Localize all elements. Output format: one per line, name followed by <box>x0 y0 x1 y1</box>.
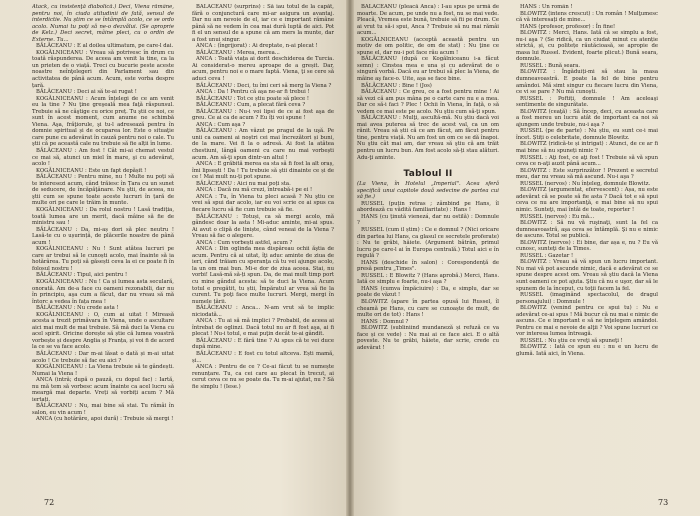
dialogue-line: BĂLĂCEANU : Aici nu mai poți sta. <box>196 180 291 187</box>
dialogue-line: BLOWITZ : Iată ce spun eu : nu e un lucru de glumă. Iată aici, în Viena. <box>516 344 658 357</box>
dialogue-line: BĂLĂCEANU (pleacă Anca) : I-au spus pe urmă de moarte. De acum, pe unde nu a fost, nu se mai vede. Pleacă, Vremea este bună, trebuie să fii pe drum. Ce ai vrut tu să-i spui, Anca ? Trebuie să nu mai rămâi acum... <box>357 4 499 37</box>
dialogue-line: RUSSEL : Bună seara. <box>520 62 581 69</box>
dialogue-line: ANCA : Tu, în Viena tu pleci acasă ? Nu ştiu ce vrei să spui dar acolo, iar eu voi scrie ce ai spus ca fiecare lucru să fie cum trebuie să fie. <box>192 193 334 213</box>
book-gutter <box>346 0 354 516</box>
dialogue-line: HANS (cumva împăciuire) : Da, e simplu, dar se poate de văzut ! <box>357 285 499 299</box>
dialogue-line: BLOWITZ : Este surprinzător ! Prezent e secretul meu, dar nu vreau să mă ascund. Nu-i aşa ? <box>516 167 658 181</box>
dialogue-line: KOGĂLNICEANU : Este un fapt depășit ! <box>36 167 147 174</box>
dialogue-line: ANCA : Toată viața ai dorit deschiderea de Turcia. Ai considerat-o mereu aproape de a greșit. Dar, acum, pentru noi e o mare faptă. Viena, ţi se cere să aduci ceva ! <box>192 56 334 83</box>
dialogue-line: BLOWITZ (ridică-te și intrigat) : Atunci, de ce ar fi mai bine să nu spuneți nimic ? <box>516 141 658 155</box>
dialogue-line: BLOWITZ (ceaţă) : Să încep, deci, cu aceasta care a fost mereu un lucru atât de important ca noi să ajungem unde trebuie, nu-i aşa ? <box>516 108 658 128</box>
dialogue-line: KOGĂLNICEANU : O, cum ai uitat ! Mireasă acesta a trezit primăvara în Viena, unde o ascultare aici mai mult de mai trebuie. Să mă duci la Viena cu acel spirit. Oricine dorește să știe că lumea voastră vorbește și despre Anglia și Franța, și voi fi de acord la ce se va face acolo. <box>32 311 174 351</box>
dialogue-line: BĂLĂCEANU : Pentru mine, nu ! Multe nu poți să te interesezi acum, când trăiesc în Țara cu un sunet de seducere, de încăpăţânare. Nu ştii, de aceea, nu ştii cum se spune toate aceste lucruri în țară de multe ori pe care le trăim în munte. <box>32 174 174 207</box>
dialogue-line: BĂLĂCEANU : Nu crede asta ! <box>36 305 119 312</box>
stage-direction: Atack, cu insistenţă diabolică.) Deci, Viena rămâne, pentru noi, în ciuda atitudinii de fată, sensul de interdictie. Nu știm ce se întâmplă acolo, ce se ordo acolo. Numai tu poți să ne-o dezvălui. (Se aproprie de Kelz.) Deci secret, mâine pleci, cu o ordin de Externe. Tu... <box>32 4 174 43</box>
dialogue-line: KOGĂLNICEANU : La Viena trebuie să te gândești. Numai la Viena ! <box>32 364 174 377</box>
dialogue-line: HANS : Un român ! <box>520 4 573 10</box>
dialogue-line: BLOWITZ : Îngăduiți-mi să stau la masa dumneavoastră. E poate la fel de bine pentru amândoi. Mă simt singur cu fiecare lucru din Viena, ce vi se pare ? Nu mă cunoști. <box>516 69 658 96</box>
scene-title: Tabloul II <box>403 169 453 180</box>
dialogue-line: ANCA (cu hotărâre, apoi dură) : Trebuie să mergi ! <box>36 416 174 423</box>
dialogue-line: BĂLĂCEANU : Ce greu, ce a fost pentru mine ! Ai să vezi că am pus mâna pe o carte care nu e a mea. Dar ce să-i faci ? Plec ! Ochii în Viena, în față, o să vedem ce mai este pe acolo. Nu ştiu cum să-ţi spun. <box>357 89 499 115</box>
dialogue-line: KOGĂLNICEANU : Vreau să potrivesc în drum cu toată răspunderea. De aceea am venit la tine, ca la un prieten de o viață. Treci cu bucurie peste aceste noastre neînţelegeri din Parlament sau din activitatea de până acum. Acum, este vorba despre țară. <box>32 49 174 89</box>
dialogue-line: HANS (profesor, profesor) : În fine! <box>520 23 616 30</box>
dialogue-line: ANCA : Cum vorbești astfel, acum ? <box>196 239 293 246</box>
dialogue-line: BĂLĂCEANU : E fost cu totul altceva. Ești mamă, și... <box>192 350 334 364</box>
dialogue-line: BLOWITZ (nervos) : Ei bine, dar așa e, nu ? Eu vă cunosc, sunteţi de la Times. <box>516 239 658 253</box>
dialogue-line: RUSSEL (pe de parte) : Nu știu, eu sunt ce-i mai încet. Știți o celebritate, domnule Blowitz. <box>516 128 658 141</box>
dialogue-line: BĂLĂCEANU : Bine ! (Jos) <box>361 82 432 89</box>
left-page-column-1 <box>32 4 174 496</box>
dialogue-line: BLOWITZ (apare în partea opusă lui Russel, îl cheamă pe Hans, cu care se cunoaște de mult, de multe ori de tot) : Hans ! <box>357 298 499 319</box>
right-page-number: 73 <box>658 498 669 507</box>
dialogue-line: BLOWITZ (intens crescut) : Un român ! Mulţumesc că vă interesați de mine... <box>516 10 658 24</box>
dialogue-line: ANCA : E grăbită merea ea sta să fi fost la alt oraș, îmi lipsești ! Da ! Tu trebuie să ştii dinainte ce și de ce ! Mai mult nu-ți pot spune. <box>192 161 334 181</box>
dialogue-line: KOGĂLNICEANU : Da rolul nostru ! Lasă tradiția, toată lumea are un merit, dacă mâine să fie de ministru sau ! <box>32 206 174 227</box>
dialogue-line: BĂLĂCEANU (surprins) : Să iau totul de la capăt, fără o conjunctură care mi-ar asigura un avantaj. Dar nu am nevoie de el, iar ce e important rămâne până să ne vedem în cea mai dură luptă de aici. Pot fi el un sensul de a spune că am mers la munte, dar a fost unui singur. <box>192 4 334 43</box>
dialogue-line: BĂLĂCEANU : Mulţi, ascultă-mă. Nu ştiu dacă voi mai avea puterea să trec de acest val, ca un om rănit. Vreau să știi că ce am făcut, am făcut pentru tine, pentru viață. Nu am fost un om ce se dă înapoi. Nu ştiu cât mai am, dar vreau să ştiu că am trăit pentru un lucru bun. Am fost acolo să-ți stau alături. Adu-ţi aminte. <box>357 115 499 161</box>
dialogue-line: BĂLĂCEANU : Cum, a plecat fără ceva ? <box>196 102 306 109</box>
dialogue-line: BĂLĂCEANU : Nu, mai bine să stai. Tu rămâi în salon, eu vin acum ! <box>32 403 174 416</box>
dialogue-line: RUSSEL (imaginând spectacolul, de dragul personajului) : Domnule ! <box>516 292 658 305</box>
dialogue-line: BĂLĂCEANU : Deci, tu îmi ceri să merg la Viena ? <box>196 82 332 89</box>
dialogue-line: KOGĂLNICEANU (acceptă această pentru un motiv de om politic, de om de stat) : Nu ţine ce spune el, dar nu-i pot face rău acum ! <box>357 36 499 56</box>
dialogue-line: BĂLĂCEANU : Nu-i voi lipsi de ce ai fost aşa de greu. Ce ai ca de acum ? Eu îți voi spune ! <box>192 108 334 122</box>
dialogue-line: BĂLĂCEANU : Merea, merea... <box>196 49 280 56</box>
dialogue-line: HANS : Domnul ? <box>361 318 409 325</box>
dialogue-line: RUSSEL : Poftiți, domnule ! Am aceleaşi sentimente de singurătate. <box>516 95 658 109</box>
right-page <box>350 0 700 516</box>
left-page-column-2 <box>192 4 334 496</box>
dialogue-line: ANCA : (îngrijorat) : Ai dreptate, n-ai plecat ! <box>196 43 318 50</box>
dialogue-line: BLOWITZ : Vreau să vă spun un lucru important. Nu mai vă pot ascunde nimic, dacă e adevărat ce se spune despre acest om. Vreau să ştiu dacă la Viena sunt oameni ce pot ajuta. Ştiu că nu e uşor, dar să le spunem de la început, cu toţii facem la fel. <box>516 259 658 292</box>
dialogue-line: ANCA : Din oglinda mea dispăreau ochii ăştia de acum. Pentru că ai uitat, îţi aduc aminte de ziua de ieri, când trăiam cu speranţa că tu vei ajunge acolo, la un om mai bun. Mi-e dor de ziua aceea. Stai, nu vorbi! Lasă-mă să-ți spun. Da, de mai mult timp port cu mine gândul acesta: să te duci la Viena. Acum totul e pregătit, tu știi, Împăratul ar vrea să fie la curent. Tu poţi face multe lucruri. Mergi, mergi în numele țării. <box>192 246 334 305</box>
dialogue-line: BĂLĂCEANU : Anca... N-am vrut să te implic niciodată... <box>192 305 334 318</box>
dialogue-line: HANS (deschide în salon) : Corespondență de presă pentru „Times". <box>357 259 499 273</box>
dialogue-line: BLOWITZ (subliniind mundaneză și refuză ce va face și ce vede) : Nu mai ai ce face aici. E o altă poveste. Nu te grăbi, hăiete, dar scrie, crede cu adevărat ! <box>357 325 499 351</box>
dialogue-line: BLOWITZ : Să nu vă ruşinaţi, sunt la fel ca dumneavoastră, aşa ceva se întâmplă. Şi nu e nimic de ascuns. Totul se publică. <box>516 220 658 240</box>
dialogue-line: RUSSEL : E Blowitz ? (Hans aprobă.) Merci, Hans. Iată ce simplu e foarte, nu-i aşa ? <box>357 272 499 286</box>
dialogue-line: RUSSEL (nervos) : Nu înțeleg, domnule Blowitz. <box>520 180 651 187</box>
dialogue-line: BĂLĂCEANU : Am văzut pe pragul de la uşă. Pe unii ca oameni ai noștri cei mai încrezători și buni, de la mare. Vei fi la o adresă. Ai fost la atâtea chestiuni, lângă oameni cu care nu mai vorbești acum. Am să-ţi spun dintr-un altul ! <box>192 128 334 161</box>
dialogue-line: BĂLĂCEANU : Am fost ! Cât mi-ai chemat vestul ce mai să, atunci un miel în mare, şi cu adevărat, acolo ! <box>32 148 174 168</box>
dialogue-line: BĂLĂCEANU : Totuși, ca să mergi acolo, mă gândesc doar la asta ! Mi-aduc aminte, mi-ai spus. Ai avut o clipă de liniște, când veneai de la Viena ? Vreau să fac o alegere. <box>192 213 334 240</box>
stage-direction: (La Viena, în Hotelul „Imperial". Acea sferă specifică unui capitole două sedecine de partea cui să fie.) <box>357 181 499 201</box>
dialogue-line: BĂLĂCEANU : Da, mi-aș dori să plec neutru ! Lasă-te cu o ușurință, de plăcerile noastre de până acum ! <box>32 226 174 246</box>
dialogue-line: RUSSEL : Gazetar ! <box>520 252 574 259</box>
dialogue-line: ANCA : Tu ai să mă implici ? Probabil, de aceea ai întrebat de oglinzi. Dacă totul nu ar fi fost aşa, ai fi plecat ! Nu-i totul, e mai puţin decât te-ai gândit. <box>192 318 334 338</box>
dialogue-line: RUSSEL : Nu ştiu ce vreţi să spuneţi ! <box>520 337 623 344</box>
dialogue-line: ANCA : Dacă nu mă crezi, întreabă-i pe ei ! <box>196 187 313 194</box>
dialogue-line: BĂLĂCEANU : Dar m-ai lăsat o dată și m-ai uitat acolo ! Ce trebuie să fac eu aici ? <box>32 350 174 364</box>
dialogue-line: BLOWITZ (venind pentru ce spui tu) : Nu e adevărat ce-ai spus ! Mă bucur că nu mai e nimic de ascuns. Ce e important e să ne înţelegem amândoi. Pentru ce mai e nevoie de alţii ? Voi spune lucruri ce vor interesa lumea întreagă. <box>516 305 658 338</box>
dialogue-line: BĂLĂCEANU : Deci ai să te-ai rugat ! <box>36 89 137 96</box>
dialogue-line: BĂLĂCEANU : E al doilea ultimatum, pe care-l dai. <box>36 43 174 50</box>
dialogue-line: ANCA : Da ! Pentru că aşa ne-ar fi trebui ! <box>196 89 310 96</box>
left-page-number: 72 <box>44 498 55 507</box>
dialogue-line: RUSSEL (cum il știm) : Ce e domnul ? (Nici oricare din partea lui Hans, ca glasul ce secretele proferate) : Nu te grăbi, hăiete. (Argument bătrân, primul lucru pe care-l ai în Europa centrală.) Totul aici e în regulă ? <box>357 226 499 260</box>
dialogue-line: BĂLĂCEANU : Tot ce știu poate să plece ! <box>196 95 309 102</box>
dialogue-line: ANCA (intră; după o pauză, cu dopul fac) : Iartă, nu mă tem să vorbesc acum înainte ca acel lucru să meargă mai departe. Vreți să vorbiți acum ? Mă iertați. <box>32 377 174 403</box>
dialogue-line: ANCA : Cum aşa ? <box>196 121 246 128</box>
dialogue-line: BĂLĂCEANU (după ce Kogălniceanu i-a făcut semn) : Cinstea mea e una și cu adevărat de o singură vorbă. Dacă eu ar trebui să plec la Viena, de mâine aş face-o. Uite, aşa se face bine. <box>357 56 499 83</box>
dialogue-line: BĂLĂCEANU : E fără tine ? Ai spus că te vei duce după mine. <box>192 337 334 351</box>
right-page-column-1 <box>357 4 499 496</box>
dialogue-line: BLOWITZ : Merci, Hans. Iată că se simplu a fost, nu-i aşa ? (Se ridică, ca un ciudat minut cu atenție strictă, și, cu politețe răutăcioasă, se apropie de masa lui Russel. Evident, foarte plicut.) Bună seara, domnule. <box>516 30 658 63</box>
right-page-column-2 <box>516 4 658 496</box>
dialogue-line: KOGĂLNICEANU : Acum înțelegi de ce am venit eu la tine ? Nu ţine greşeală mea faţă răspunsul. Trebuie să ne câştige cu orice preț. Tu ştii ce noi, ce sunt în acest moment, cum anume ne schimbă Viena. Aşa, frăţiorule, şi tu-l adresează pentru în domnie spiritual și de ocuparea lor. Este o situaţie care pune cu adevărat în cauză pentru noi o cale. Tu ştii că pe această cale nu trebuie să fie alții în lume. <box>32 95 174 148</box>
dialogue-line: HANS (cu ținută vienezá, dar nu ostilă) : Domnule ? <box>357 213 499 227</box>
dialogue-line: RUSSEL : Aţi fost, ce aţi fost ! Trebuie să vă spun ceva ce n-aţi auzit până acum... <box>516 154 658 168</box>
dialogue-line: KOGĂLNICEANU : Nu ! Sunt atâtea lucruri pe care ar trebui să le cunoști acolo, mai înainte să ia hotărârea. Tu poți să găsești ceva la ei ce poate fi în folosul nostru ! <box>32 246 174 272</box>
dialogue-line: BĂLĂCEANU : Tipul, aici pentru ! <box>36 272 128 279</box>
dialogue-line: KOGĂLNICEANU : Nu ! Ca și lumea asta seculară, onorată. Am de-a face cu oameni rezonabili, dar nu în principiu, aşa cum a făcut, dar nu vreau să mă întorc a vedea în fața mea ! <box>32 278 174 305</box>
dialogue-line: RUSSEL (nervos) : Eu mă... <box>520 213 595 220</box>
dialogue-line: BLOWITZ (argumentat, efervescent) : Așa, nu este adevărat că se poate să fie asta ? Dacă tot e să spui ceva ce nu are importanţă, e mai bine să nu spui nimic. Sunteţi, mai întâi de toate, reporter ! <box>516 187 658 213</box>
dialogue-line: ANCA : Pentru de ce ? Ce-ai făcut tu se numește renunțare. Tu, ca cei care au plecat în trecut, ai cerut ceva ce nu se poate da. Tu m-ai ajutat, nu ? Să fie simplu ! (Iese.) <box>192 364 334 390</box>
dialogue-line: RUSSEL (puțin retras ; zâmbind pe Hans, îl abordează cu vădită familiaritate) : Hans ! <box>357 200 499 214</box>
